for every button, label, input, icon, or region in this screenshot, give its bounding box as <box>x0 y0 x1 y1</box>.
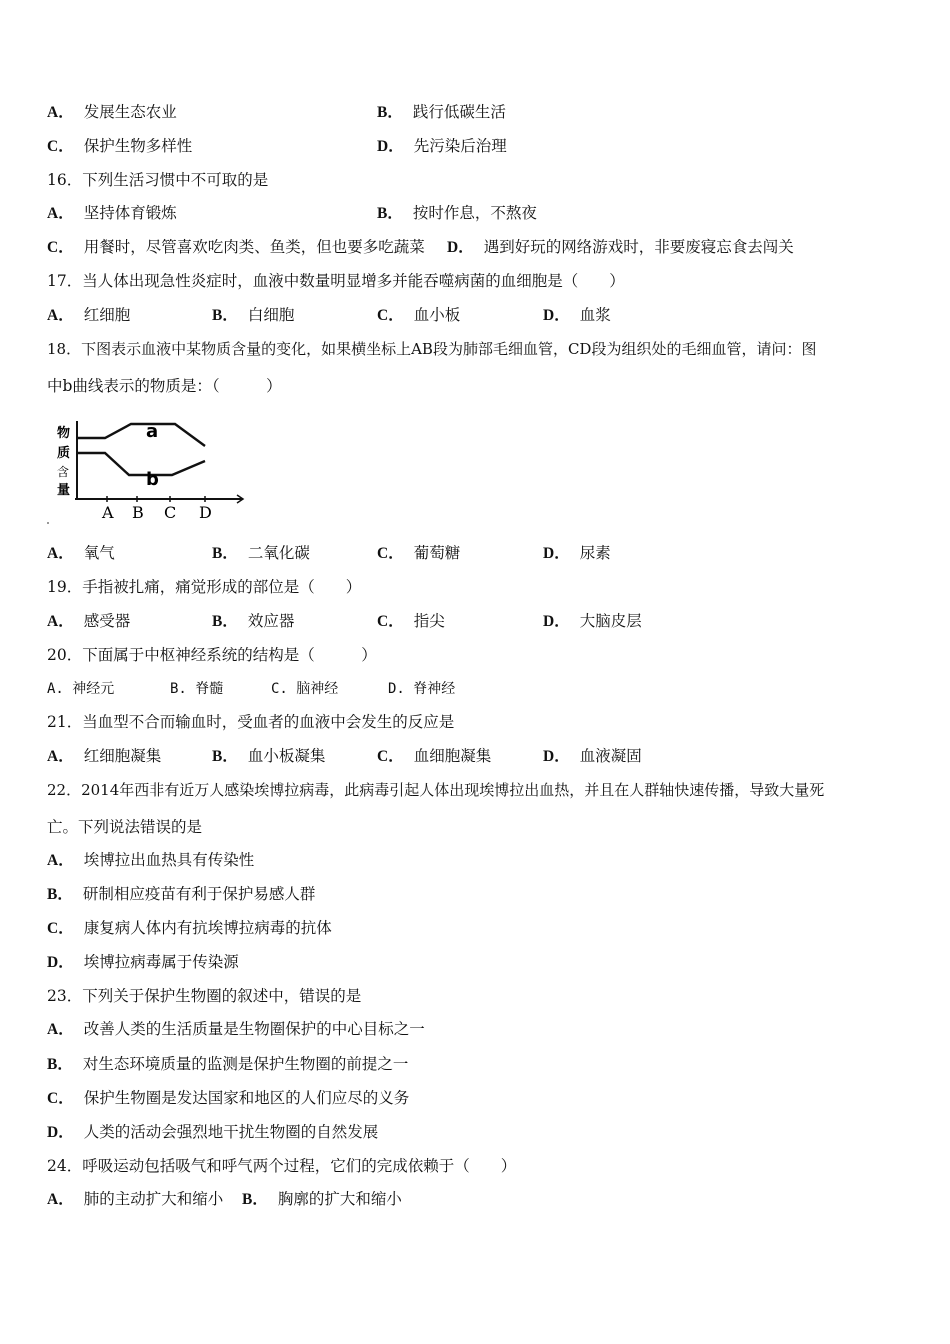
ylabel-char-3: 含 <box>57 465 70 479</box>
q24-option-a: A． 肺的主动扩大和缩小 <box>47 1190 224 1208</box>
q24-option-b: B． 胸廓的扩大和缩小 <box>242 1190 402 1208</box>
curve-a-label: a <box>146 421 159 442</box>
curve-a <box>77 424 205 446</box>
q19-option-c: C． 指尖 <box>377 612 445 630</box>
q23-option-d: D． 人类的活动会强烈地干扰生物圈的自然发展 <box>47 1123 379 1141</box>
q16-option-b: B． 按时作息，不熬夜 <box>377 204 537 222</box>
q23-option-a: A． 改善人类的生活质量是生物圈保护的中心目标之一 <box>47 1020 425 1038</box>
q22-option-d: D． 埃博拉病毒属于传染源 <box>47 953 239 971</box>
q24-stem: 24．呼吸运动包括吸气和呼气两个过程，它们的完成依赖于（ ） <box>47 1157 517 1175</box>
q18-figure <box>47 418 247 526</box>
q16-option-d: D． 遇到好玩的网络游戏时，非要废寝忘食去闯关 <box>447 238 794 256</box>
q18-option-a: A． 氧气 <box>47 544 115 562</box>
q18-stem-line1: 18．下图表示血液中某物质含量的变化，如果横坐标上AB段为肺部毛细血管，CD段为组织处的毛细血管，请问：图 <box>47 340 817 358</box>
q21-option-b: B． 血小板凝集 <box>212 747 326 765</box>
q22-stem-line2: 亡。下列说法错误的是 <box>47 818 203 836</box>
ylabel-char-1: 物 <box>57 426 71 441</box>
curve-b-label: b <box>146 469 159 490</box>
q21-stem: 21．当血型不合而输血时，受血者的血液中会发生的反应是 <box>47 713 455 731</box>
q16-option-a: A． 坚持体育锻炼 <box>47 204 177 222</box>
q17-option-b: B． 白细胞 <box>212 306 295 324</box>
q18-option-c: C． 葡萄糖 <box>377 544 461 562</box>
q17-option-c: C． 血小板 <box>377 306 461 324</box>
q15-option-a: A． 发展生态农业 <box>47 103 177 121</box>
q23-option-b: B． 对生态环境质量的监测是保护生物圈的前提之一 <box>47 1055 409 1073</box>
tick-label-c: C <box>164 503 177 522</box>
ylabel-char-4: 量 <box>57 483 71 498</box>
q21-option-c: C． 血细胞凝集 <box>377 747 492 765</box>
q21-option-d: D． 血液凝固 <box>543 747 642 765</box>
q23-option-c: C． 保护生物圈是发达国家和地区的人们应尽的义务 <box>47 1089 410 1107</box>
scan-speck <box>47 522 49 524</box>
q17-stem: 17．当人体出现急性炎症时，血液中数量明显增多并能吞噬病菌的血细胞是（ ） <box>47 272 625 290</box>
q23-stem: 23．下列关于保护生物圈的叙述中，错误的是 <box>47 987 362 1005</box>
q20-option-c: C. 脑神经 <box>271 681 339 697</box>
q20-option-b: B. 脊髓 <box>170 681 224 697</box>
q16-option-c: C． 用餐时，尽管喜欢吃肉类、鱼类，但也要多吃蔬菜 <box>47 238 425 256</box>
tick-label-d: D <box>199 503 212 522</box>
q22-option-b: B． 研制相应疫苗有利于保护易感人群 <box>47 885 316 903</box>
q15-option-d: D． 先污染后治理 <box>377 137 507 155</box>
q20-option-a: A. 神经元 <box>47 681 115 697</box>
q17-option-a: A． 红细胞 <box>47 306 131 324</box>
q15-option-c: C． 保护生物多样性 <box>47 137 193 155</box>
curve-b <box>77 453 205 475</box>
q18-stem-line2: 中b曲线表示的物质是：（ ） <box>47 377 282 395</box>
q22-option-c: C． 康复病人体内有抗埃博拉病毒的抗体 <box>47 919 332 937</box>
q22-stem-line1: 22．2014年西非有近万人感染埃博拉病毒，此病毒引起人体出现埃博拉出血热，并且在人群轴快速传播，导致大量死 <box>47 781 825 799</box>
q20-option-d: D. 脊神经 <box>388 681 456 697</box>
tick-label-b: B <box>132 503 144 522</box>
q15-option-b: B． 践行低碳生活 <box>377 103 506 121</box>
q21-option-a: A． 红细胞凝集 <box>47 747 162 765</box>
q16-stem: 16．下列生活习惯中不可取的是 <box>47 171 269 189</box>
tick-label-a: A <box>102 503 114 522</box>
ylabel-char-2: 质 <box>57 446 71 461</box>
q20-stem: 20．下面属于中枢神经系统的结构是（ ） <box>47 646 377 664</box>
q22-option-a: A． 埃博拉出血热具有传染性 <box>47 851 255 869</box>
q17-option-d: D． 血浆 <box>543 306 611 324</box>
q18-option-b: B． 二氧化碳 <box>212 544 310 562</box>
q19-stem: 19．手指被扎痛，痛觉形成的部位是（ ） <box>47 578 362 596</box>
q19-option-b: B． 效应器 <box>212 612 295 630</box>
q19-option-d: D． 大脑皮层 <box>543 612 642 630</box>
q18-option-d: D． 尿素 <box>543 544 611 562</box>
q19-option-a: A． 感受器 <box>47 612 131 630</box>
